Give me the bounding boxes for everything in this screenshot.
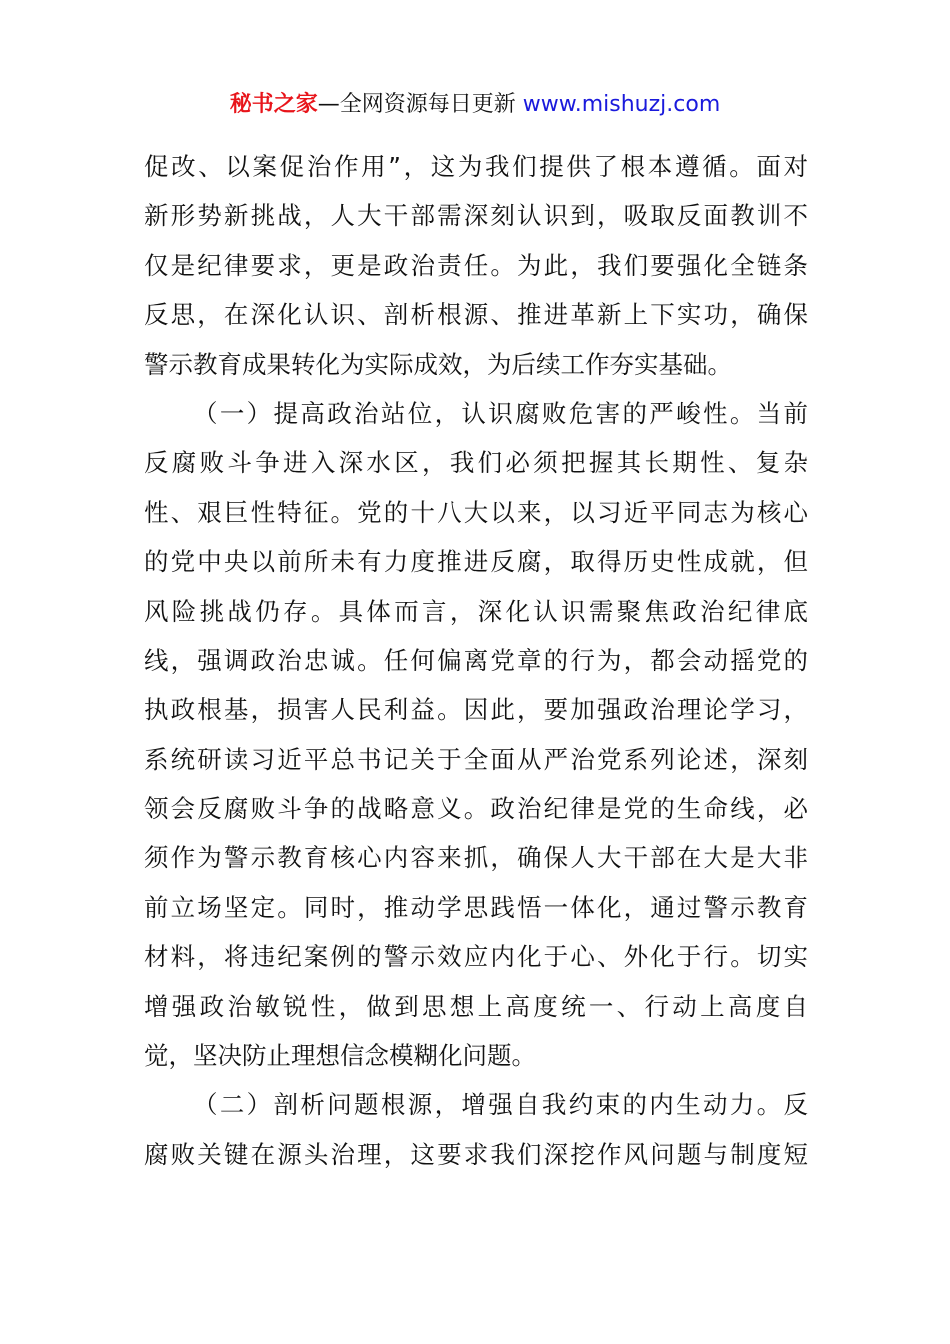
text-line: 反腐败斗争进入深水区，我们必须把握其长期性、复杂 [144,448,808,478]
text-line: 促改、以案促治作用”，这为我们提供了根本遵循。面对 [144,152,808,181]
section-heading-line: （一）提高政治站位，认识腐败危害的严峻性。当前 [193,398,808,428]
text-line: 执政根基，损害人民利益。因此，要加强政治理论学习， [144,695,808,725]
header-tagline: —全网资源每日更新 [317,92,523,117]
text-line: 觉，坚决防止理想信念模糊化问题。 [144,1041,536,1071]
site-url-link[interactable]: www.mishuzj.com [522,92,721,117]
text-line: 领会反腐败斗争的战略意义。政治纪律是党的生命线，必 [144,794,808,824]
text-line: 材料，将违纪案例的警示效应内化于心、外化于行。切实 [144,942,808,972]
text-line: 增强政治敏锐性，做到思想上高度统一、行动上高度自 [144,991,808,1021]
site-name: 秘书之家 [229,92,318,117]
text-line: 系统研读习近平总书记关于全面从严治党系列论述，深刻 [144,744,808,774]
page-header [0,88,950,122]
text-line: 风险挑战仍存。具体而言，深化认识需聚焦政治纪律底 [144,596,808,626]
section-heading-line: （二）剖析问题根源，增强自我约束的内生动力。反 [193,1090,808,1120]
text-line: 的党中央以前所未有力度推进反腐，取得历史性成就，但 [144,547,808,577]
text-line: 警示教育成果转化为实际成效，为后续工作夯实基础。 [144,349,732,379]
text-line: 须作为警示教育核心内容来抓，确保人大干部在大是大非 [144,843,808,873]
document-body [144,142,808,1179]
text-line: 腐败关键在源头治理，这要求我们深挖作风问题与制度短 [144,1139,808,1169]
text-line: 仅是纪律要求，更是政治责任。为此，我们要强化全链条 [144,250,808,280]
text-line: 新形势新挑战，人大干部需深刻认识到，吸取反面教训不 [144,201,808,231]
text-line: 性、艰巨性特征。党的十八大以来，以习近平同志为核心 [144,497,808,527]
text-line: 前立场坚定。同时，推动学思践悟一体化，通过警示教育 [144,892,808,922]
text-line: 线，强调政治忠诚。任何偏离党章的行为，都会动摇党的 [144,645,808,675]
text-line: 反思，在深化认识、剖析根源、推进革新上下实功，确保 [144,300,808,330]
